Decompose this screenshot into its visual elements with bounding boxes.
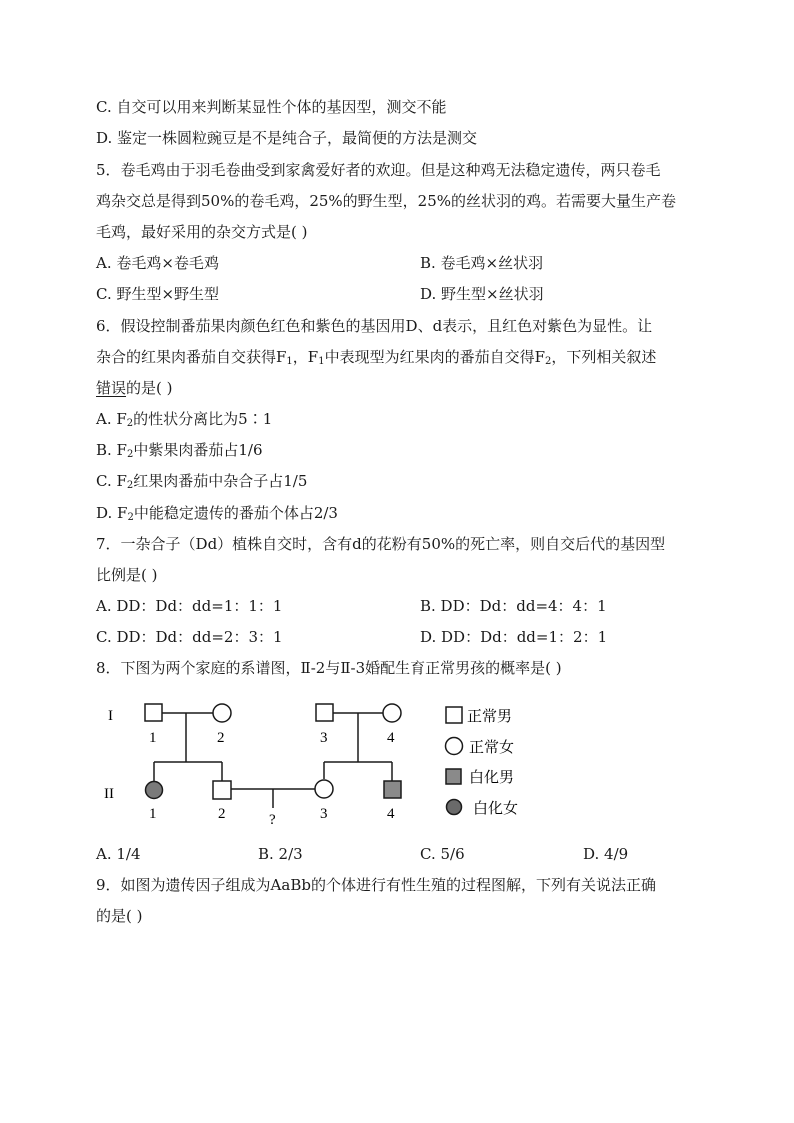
q6-option-c-post: 红果肉番茄中杂合子占1/5 (133, 472, 308, 490)
q6-line2-sub2: 1 (318, 356, 325, 367)
q6-option-a-sub: 2 (126, 418, 134, 429)
q6-option-d (96, 503, 338, 523)
q7-option-d: D. DD：Dd：dd=1：2：1 (420, 628, 608, 646)
q4-option-c: C. 自交可以用来判断某显性个体的基因型，测交不能 (96, 98, 447, 116)
legend-normal-male-label: 正常男 (467, 707, 513, 725)
q6-stem-line2 (96, 347, 656, 367)
q6-option-a (96, 409, 272, 429)
q6-line3-rest: 的是( ) (126, 379, 173, 397)
q5-stem-line2: 鸡杂交总是得到50%的卷毛鸡，25%的野生型，25%的丝状羽的鸡。若需要大量生产卷 (96, 192, 677, 210)
gen2-affected-male-4 (384, 781, 401, 798)
q6-underlined-keyword: 错误 (96, 379, 127, 397)
pedigree-diagram (96, 690, 566, 830)
gen1-female-4 (383, 704, 401, 722)
q6-line2-part-b: ，F (292, 348, 319, 366)
legend-normal-male-icon (446, 707, 462, 723)
q6-option-c (96, 471, 307, 491)
q6-option-c-sub: 2 (126, 480, 134, 491)
gen2-female-3 (315, 780, 333, 798)
q8-option-b: B. 2/3 (258, 845, 303, 863)
gen2-male-2 (213, 781, 231, 799)
gen1-number-3: 3 (320, 730, 328, 746)
generation-label-ii: II (104, 786, 114, 802)
q6-option-b-pre: B. F (96, 441, 127, 459)
legend-normal-female-label: 正常女 (469, 738, 515, 756)
q6-option-d-sub: 2 (127, 512, 134, 523)
q8-stem-line1: 8．下图为两个家庭的系谱图，Ⅱ-2与Ⅱ-3婚配生育正常男孩的概率是( ) (96, 659, 562, 677)
gen2-number-4: 4 (387, 806, 395, 822)
gen1-number-1: 1 (149, 730, 157, 746)
q8-option-a: A. 1/4 (96, 845, 141, 863)
q6-stem-line3 (96, 378, 173, 398)
gen1-number-2: 2 (217, 730, 225, 746)
q7-option-b: B. DD：Dd：dd=4：4：1 (420, 597, 607, 615)
q7-option-c: C. DD：Dd：dd=2：3：1 (96, 628, 283, 646)
legend-albino-male-icon (446, 769, 461, 784)
q9-stem-line1: 9．如图为遗传因子组成为AaBb的个体进行有性生殖的过程图解，下列有关说法正确 (96, 876, 656, 894)
generation-label-i: I (108, 708, 113, 724)
q9-stem-line2: 的是( ) (96, 907, 143, 925)
q5-option-b: B. 卷毛鸡×丝状羽 (420, 254, 544, 272)
gen2-number-1: 1 (149, 806, 157, 822)
q6-line2-sub1: 1 (286, 356, 293, 367)
q7-option-a: A. DD：Dd：dd=1：1：1 (96, 597, 283, 615)
q7-stem-line2: 比例是( ) (96, 566, 158, 584)
legend-albino-male-label: 白化男 (469, 768, 515, 786)
unknown-child-mark: ? (269, 812, 276, 828)
q6-line2-sub3: 2 (545, 356, 552, 367)
q6-option-a-post: 的性状分离比为5∶1 (133, 410, 273, 428)
gen2-affected-female-1 (146, 782, 163, 799)
q4-option-d: D. 鉴定一株圆粒豌豆是不是纯合子，最简便的方法是测交 (96, 129, 478, 147)
q6-option-b-post: 中紫果肉番茄占1/6 (133, 441, 263, 459)
q7-stem-line1: 7．一杂合子（Dd）植株自交时，含有d的花粉有50%的死亡率，则自交后代的基因型 (96, 535, 666, 553)
q6-option-d-pre: D. F (96, 504, 128, 522)
q8-option-d: D. 4/9 (583, 845, 629, 863)
q8-option-c: C. 5/6 (420, 845, 465, 863)
q6-option-a-pre: A. F (96, 410, 127, 428)
gen2-number-2: 2 (218, 806, 226, 822)
q6-line2-part-a: 杂合的红果肉番茄自交获得F (96, 348, 287, 366)
q5-stem-line3: 毛鸡，最好采用的杂交方式是( ) (96, 223, 308, 241)
gen1-number-4: 4 (387, 730, 395, 746)
legend-albino-female-icon (447, 800, 462, 815)
legend-albino-female-label: 白化女 (473, 799, 519, 817)
gen2-number-3: 3 (320, 806, 328, 822)
q6-line2-part-d: ，下列相关叙述 (551, 348, 657, 366)
gen1-female-2 (213, 704, 231, 722)
q5-option-d: D. 野生型×丝状羽 (420, 285, 544, 303)
q5-option-c: C. 野生型×野生型 (96, 285, 220, 303)
q5-stem-line1: 5．卷毛鸡由于羽毛卷曲受到家禽爱好者的欢迎。但是这种鸡无法稳定遗传，两只卷毛 (96, 161, 661, 179)
q6-option-c-pre: C. F (96, 472, 127, 490)
q6-stem-line1: 6．假设控制番茄果肉颜色红色和紫色的基因用D、d表示，且红色对紫色为显性。让 (96, 317, 653, 335)
q6-option-b (96, 440, 263, 460)
legend-normal-female-icon (446, 738, 463, 755)
q6-option-d-post: 中能稳定遗传的番茄个体占2/3 (133, 504, 338, 522)
gen1-male-1 (145, 704, 162, 721)
q6-option-b-sub: 2 (126, 449, 134, 460)
gen1-male-3 (316, 704, 333, 721)
q5-option-a: A. 卷毛鸡×卷毛鸡 (96, 254, 219, 272)
q6-line2-part-c: 中表现型为红果肉的番茄自交得F (324, 348, 546, 366)
